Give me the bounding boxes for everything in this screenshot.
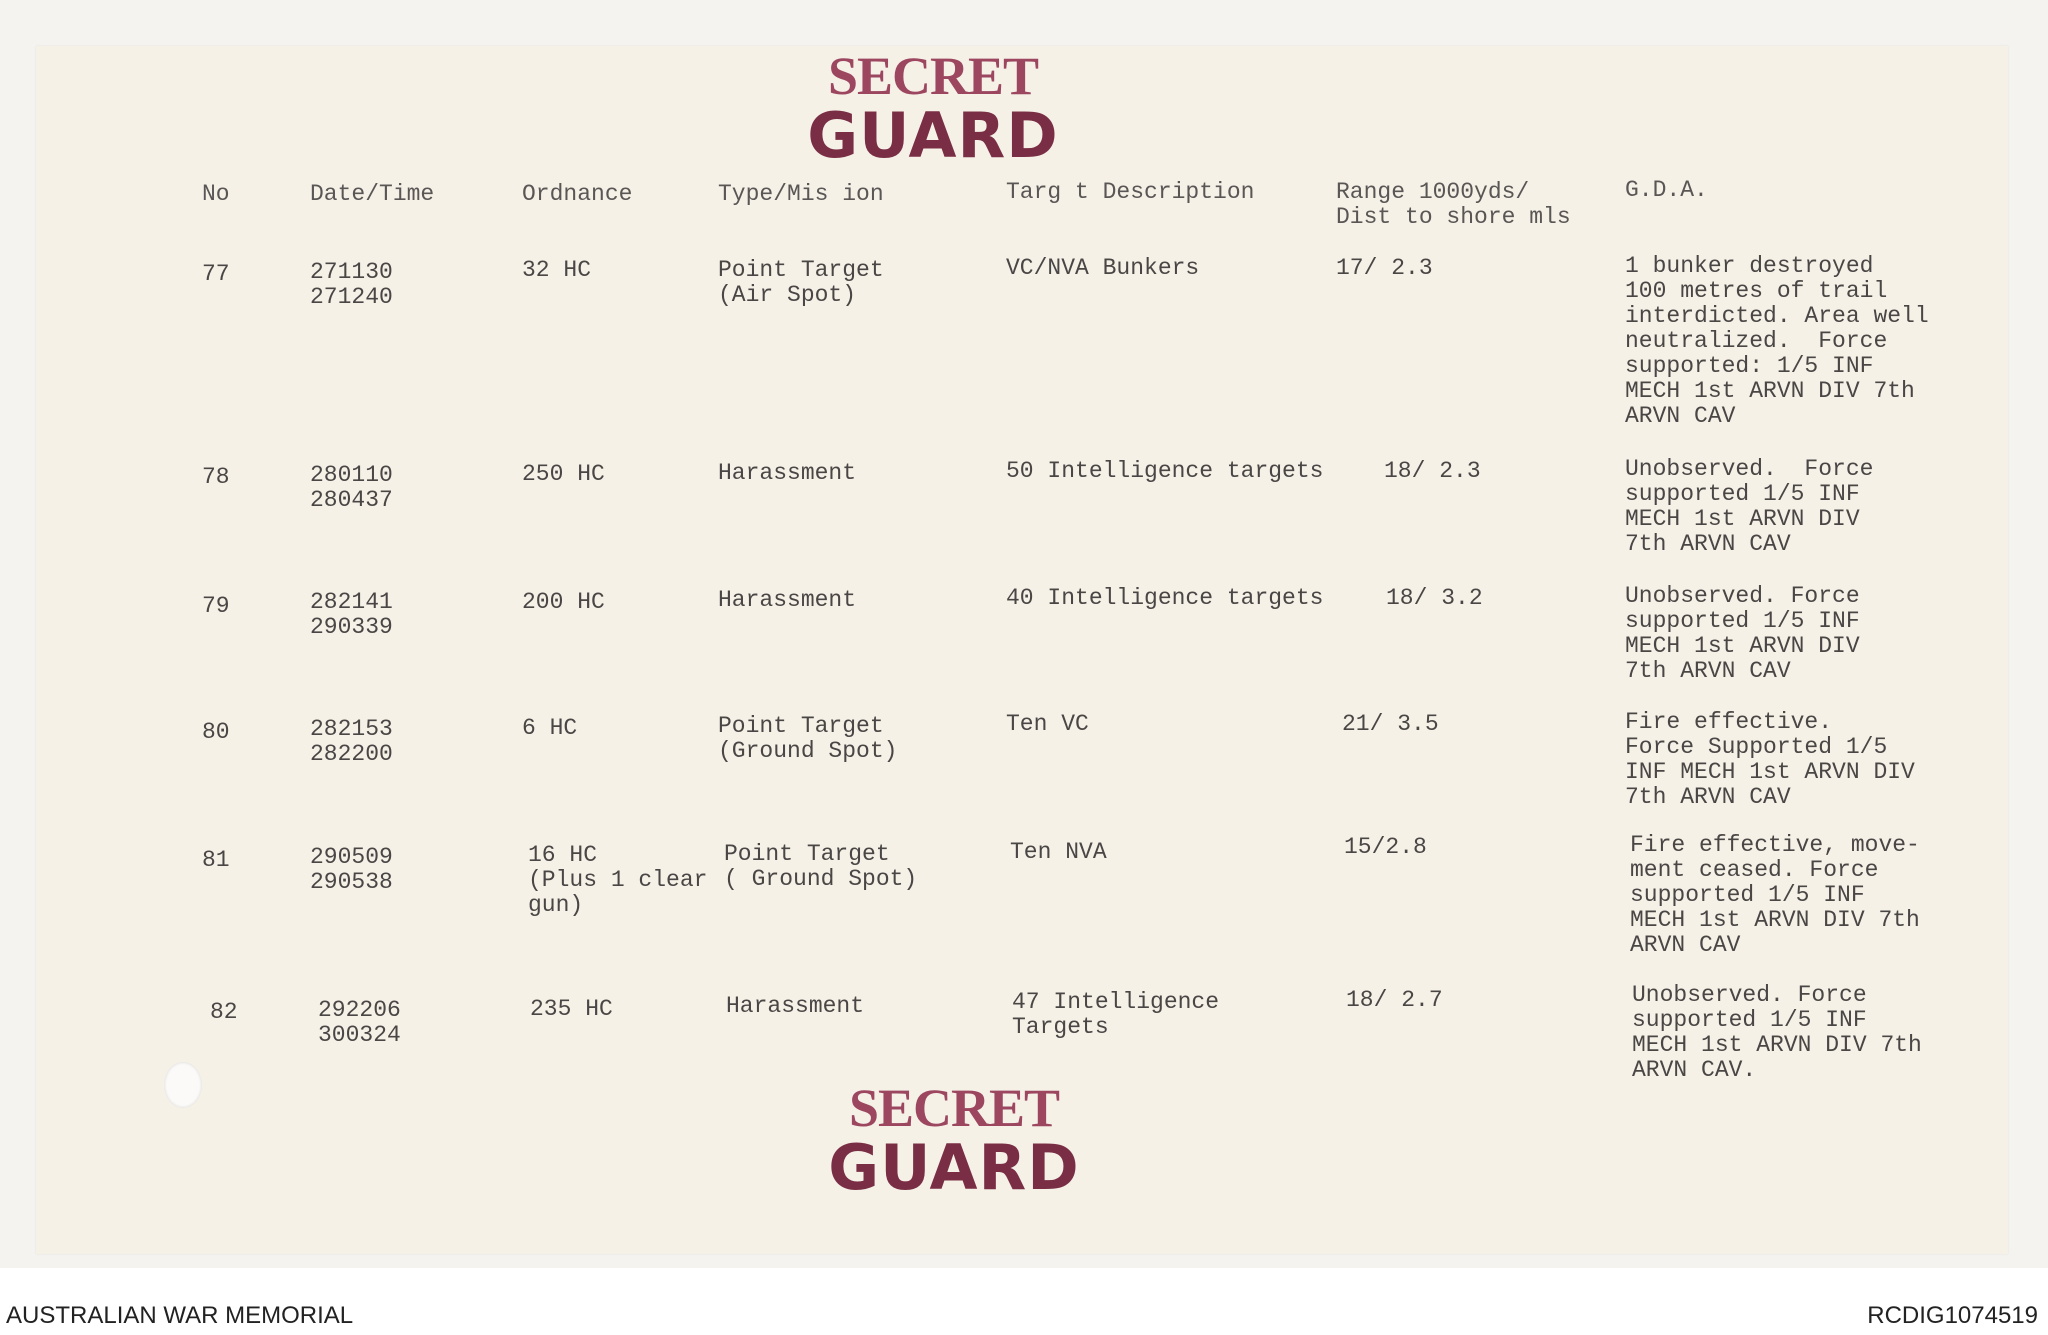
stamp-secret-text: SECRET: [827, 46, 1039, 106]
header-gda: G.D.A.: [1625, 177, 1708, 203]
row-type-mission: Harassment: [718, 587, 857, 613]
row-datetime: 292206 300324: [318, 997, 401, 1048]
row-ordnance: 6 HC: [522, 715, 578, 741]
row-no: 79: [202, 593, 230, 619]
row-ordnance: 32 HC: [522, 257, 592, 283]
header-target-description: Targ t Description: [1006, 179, 1255, 205]
archive-name: AUSTRALIAN WAR MEMORIAL: [6, 1302, 354, 1329]
row-target: VC/NVA Bunkers: [1006, 255, 1200, 281]
row-gda: Unobserved. Force supported 1/5 INF MECH 1st ARVN DIV 7th ARVN CAV.: [1632, 982, 1922, 1083]
archive-identifier: RCDIG1074519: [1867, 1302, 2038, 1329]
row-ordnance: 200 HC: [522, 589, 605, 615]
archive-footer: [0, 1268, 2048, 1335]
row-type-mission: Point Target (Air Spot): [718, 257, 884, 308]
row-target: 50 Intelligence targets: [1006, 458, 1324, 484]
stamp-secret-text: SECRET: [848, 1078, 1060, 1138]
row-range: 15/2.8: [1344, 834, 1427, 860]
row-type-mission: Point Target (Ground Spot): [718, 713, 898, 764]
row-ordnance: 250 HC: [522, 461, 605, 487]
row-gda: Fire effective, move- ment ceased. Force supported 1/5 INF MECH 1st ARVN DIV 7th ARVN CAV: [1630, 832, 1920, 958]
row-target: Ten VC: [1006, 711, 1089, 737]
row-datetime: 280110 280437: [310, 462, 393, 513]
row-no: 77: [202, 261, 230, 287]
row-gda: Unobserved. Force supported 1/5 INF MECH 1st ARVN DIV 7th ARVN CAV: [1625, 456, 1874, 557]
header-ordnance: Ordnance: [522, 181, 633, 207]
stamp-guard-text: GUARD: [807, 99, 1059, 172]
row-target: 47 Intelligence Targets: [1012, 989, 1220, 1040]
row-gda: Fire effective. Force Supported 1/5 INF MECH 1st ARVN DIV 7th ARVN CAV: [1625, 709, 1915, 810]
row-type-mission: Harassment: [726, 993, 865, 1019]
header-no: No: [202, 181, 230, 207]
row-target: Ten NVA: [1010, 839, 1107, 865]
row-type-mission: Point Target ( Ground Spot): [724, 841, 918, 892]
row-datetime: 282153 282200: [310, 716, 393, 767]
header-datetime: Date/Time: [310, 181, 435, 207]
row-no: 80: [202, 719, 230, 745]
row-gda: 1 bunker destroyed 100 metres of trail interdicted. Area well neutralized. Force supported: 1/5 INF MECH 1st ARVN DIV 7th ARVN CAV: [1625, 253, 1929, 429]
row-range: 17/ 2.3: [1336, 255, 1433, 281]
row-no: 78: [202, 464, 230, 490]
header-type-mission: Type/Mis ion: [718, 181, 884, 207]
row-gda: Unobserved. Force supported 1/5 INF MECH 1st ARVN DIV 7th ARVN CAV: [1625, 583, 1860, 684]
row-range: 18/ 2.3: [1384, 458, 1481, 484]
stamp-guard-text: GUARD: [828, 1131, 1080, 1204]
row-ordnance: 16 HC (Plus 1 clear gun): [528, 842, 708, 918]
classification-stamp-bottom: [794, 1078, 1114, 1204]
row-datetime: 290509 290538: [310, 844, 393, 895]
header-range: Range 1000yds/ Dist to shore mls: [1336, 179, 1571, 230]
row-no: 82: [210, 999, 238, 1025]
row-datetime: 282141 290339: [310, 589, 393, 640]
row-range: 18/ 2.7: [1346, 987, 1443, 1013]
row-ordnance: 235 HC: [530, 996, 613, 1022]
row-no: 81: [202, 847, 230, 873]
row-datetime: 271130 271240: [310, 259, 393, 310]
row-type-mission: Harassment: [718, 460, 857, 486]
row-target: 40 Intelligence targets: [1006, 585, 1324, 611]
row-range: 18/ 3.2: [1386, 585, 1483, 611]
row-range: 21/ 3.5: [1342, 711, 1439, 737]
